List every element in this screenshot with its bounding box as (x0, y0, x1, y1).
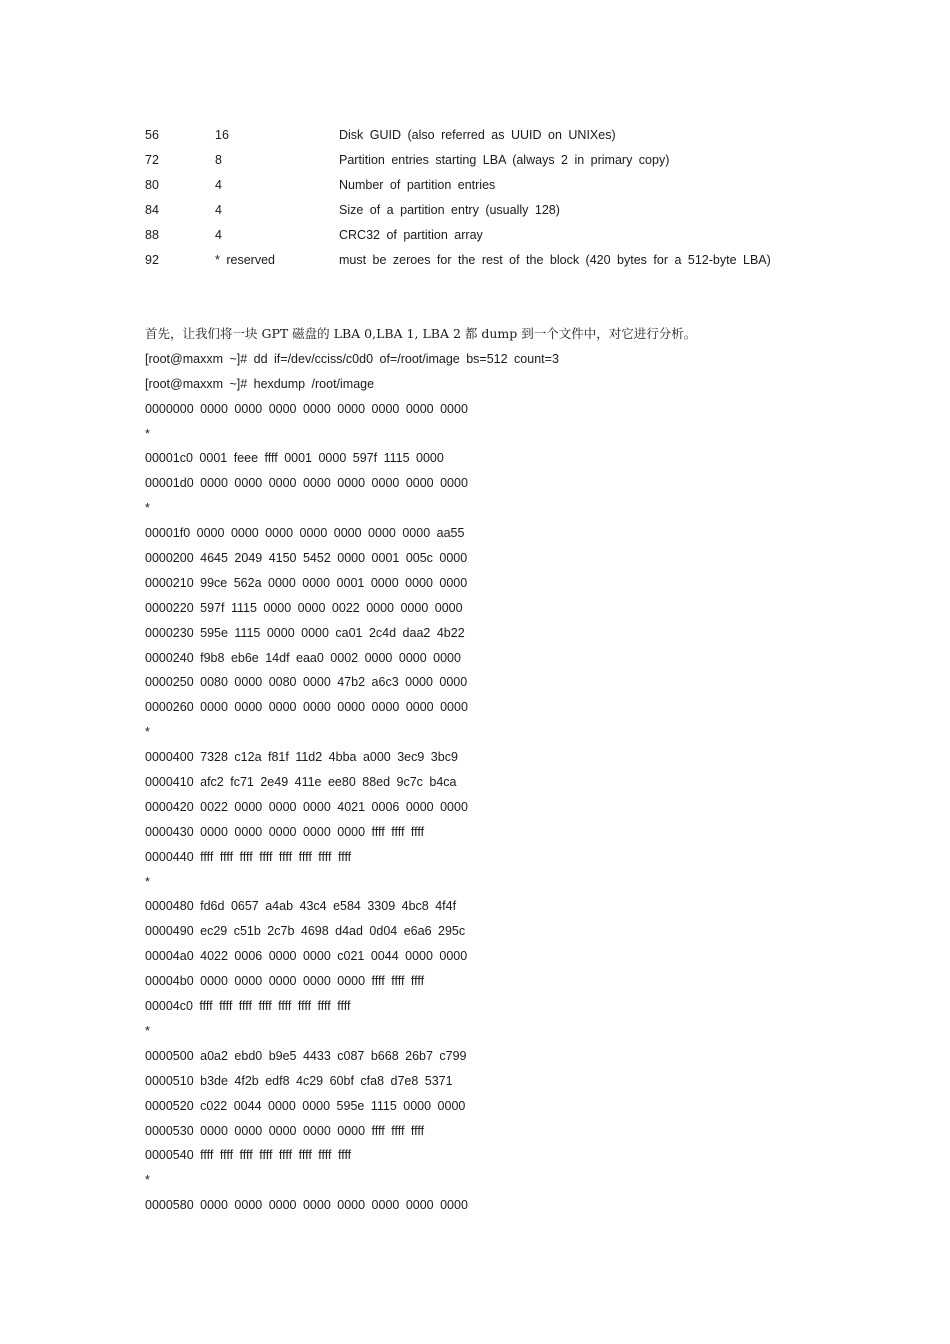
length-cell: 4 (215, 203, 222, 217)
description-cell: Size of a partition entry (usually 128) (339, 203, 560, 217)
offset-cell: 80 (145, 178, 159, 192)
hexdump-line: 0000240 f9b8 eb6e 14df eaa0 0002 0000 0000 0000 (145, 650, 461, 665)
description-cell: Partition entries starting LBA (always 2 in primary copy) (339, 153, 670, 167)
hexdump-line: 00001d0 0000 0000 0000 0000 0000 0000 0000 0000 (145, 476, 468, 491)
intro-paragraph: 首先，让我们将一块 GPT 磁盘的 LBA 0,LBA 1, LBA 2 都 dump 到一个文件中，对它进行分析。 (145, 326, 697, 341)
offset-cell: 92 (145, 253, 159, 267)
length-cell: 4 (215, 178, 222, 192)
hexdump-repeat-marker: * (145, 426, 150, 441)
hexdump-line: 00004c0 ffff ffff ffff ffff ffff ffff ffff ffff (145, 999, 351, 1014)
hexdump-line: 0000540 ffff ffff ffff ffff ffff ffff ffff ffff (145, 1148, 352, 1163)
table-row (145, 126, 905, 151)
hexdump-line: 0000260 0000 0000 0000 0000 0000 0000 0000 0000 (145, 700, 468, 715)
hexdump-output (145, 400, 905, 1221)
hexdump-line: 0000480 fd6d 0657 a4ab 43c4 e584 3309 4bc8 4f4f (145, 899, 457, 914)
command-line-hexdump: [root@maxxm ~]# hexdump /root/image (145, 376, 375, 391)
hexdump-repeat-marker: * (145, 725, 150, 740)
hexdump-line: 0000200 4645 2049 4150 5452 0000 0001 005c 0000 (145, 551, 468, 566)
table-row (145, 151, 905, 176)
hexdump-line: 0000580 0000 0000 0000 0000 0000 0000 0000 0000 (145, 1198, 468, 1213)
hexdump-line: 0000510 b3de 4f2b edf8 4c29 60bf cfa8 d7e8 5371 (145, 1073, 453, 1088)
hexdump-line: 0000250 0080 0000 0080 0000 47b2 a6c3 0000 0000 (145, 675, 468, 690)
description-cell: Disk GUID (also referred as UUID on UNIXes) (339, 128, 616, 142)
description-cell: Number of partition entries (339, 178, 496, 192)
hexdump-line: 0000490 ec29 c51b 2c7b 4698 d4ad 0d04 e6a6 295c (145, 924, 466, 939)
table-row (145, 201, 905, 226)
command-line-dd: [root@maxxm ~]# dd if=/dev/cciss/c0d0 of=/root/image bs=512 count=3 (145, 351, 559, 366)
hexdump-line: 0000210 99ce 562a 0000 0000 0001 0000 0000 0000 (145, 575, 468, 590)
table-row (145, 251, 905, 276)
hexdump-repeat-marker: * (145, 1173, 150, 1188)
hexdump-line: 00004a0 4022 0006 0000 0000 c021 0044 0000 0000 (145, 949, 468, 964)
hexdump-line: 00001f0 0000 0000 0000 0000 0000 0000 0000 aa55 (145, 526, 465, 541)
hexdump-line: 00001c0 0001 feee ffff 0001 0000 597f 1115 0000 (145, 451, 444, 466)
hexdump-section (145, 325, 905, 1221)
hexdump-line: 0000520 c022 0044 0000 0000 595e 1115 0000 0000 (145, 1098, 466, 1113)
hexdump-line: 0000440 ffff ffff ffff ffff ffff ffff ffff ffff (145, 849, 352, 864)
hexdump-line: 0000500 a0a2 ebd0 b9e5 4433 c087 b668 26b7 c799 (145, 1048, 467, 1063)
hexdump-repeat-marker: * (145, 1023, 150, 1038)
offset-cell: 88 (145, 228, 159, 242)
length-cell: 16 (215, 128, 229, 142)
hexdump-line: 0000400 7328 c12a f81f 11d2 4bba a000 3ec9 3bc9 (145, 750, 458, 765)
hexdump-line: 0000430 0000 0000 0000 0000 0000 ffff ffff ffff (145, 824, 425, 839)
hexdump-line: 0000000 0000 0000 0000 0000 0000 0000 0000 0000 (145, 401, 468, 416)
hexdump-line: 00004b0 0000 0000 0000 0000 0000 ffff ffff ffff (145, 974, 425, 989)
gpt-header-table (145, 126, 905, 276)
description-cell: must be zeroes for the rest of the block (420 bytes for a 512-byte LBA) (339, 253, 771, 267)
hexdump-line: 0000230 595e 1115 0000 0000 ca01 2c4d daa2 4b22 (145, 625, 465, 640)
hexdump-line: 0000220 597f 1115 0000 0000 0022 0000 0000 0000 (145, 600, 463, 615)
length-cell: 4 (215, 228, 222, 242)
length-cell: * reserved (215, 253, 275, 267)
description-cell: CRC32 of partition array (339, 228, 483, 242)
length-cell: 8 (215, 153, 222, 167)
hexdump-line: 0000410 afc2 fc71 2e49 411e ee80 88ed 9c7c b4ca (145, 775, 457, 790)
table-row (145, 226, 905, 251)
table-row (145, 176, 905, 201)
hexdump-repeat-marker: * (145, 501, 150, 516)
offset-cell: 84 (145, 203, 159, 217)
hexdump-line: 0000420 0022 0000 0000 0000 4021 0006 0000 0000 (145, 799, 468, 814)
hexdump-repeat-marker: * (145, 874, 150, 889)
offset-cell: 72 (145, 153, 159, 167)
offset-cell: 56 (145, 128, 159, 142)
hexdump-line: 0000530 0000 0000 0000 0000 0000 ffff ffff ffff (145, 1123, 425, 1138)
